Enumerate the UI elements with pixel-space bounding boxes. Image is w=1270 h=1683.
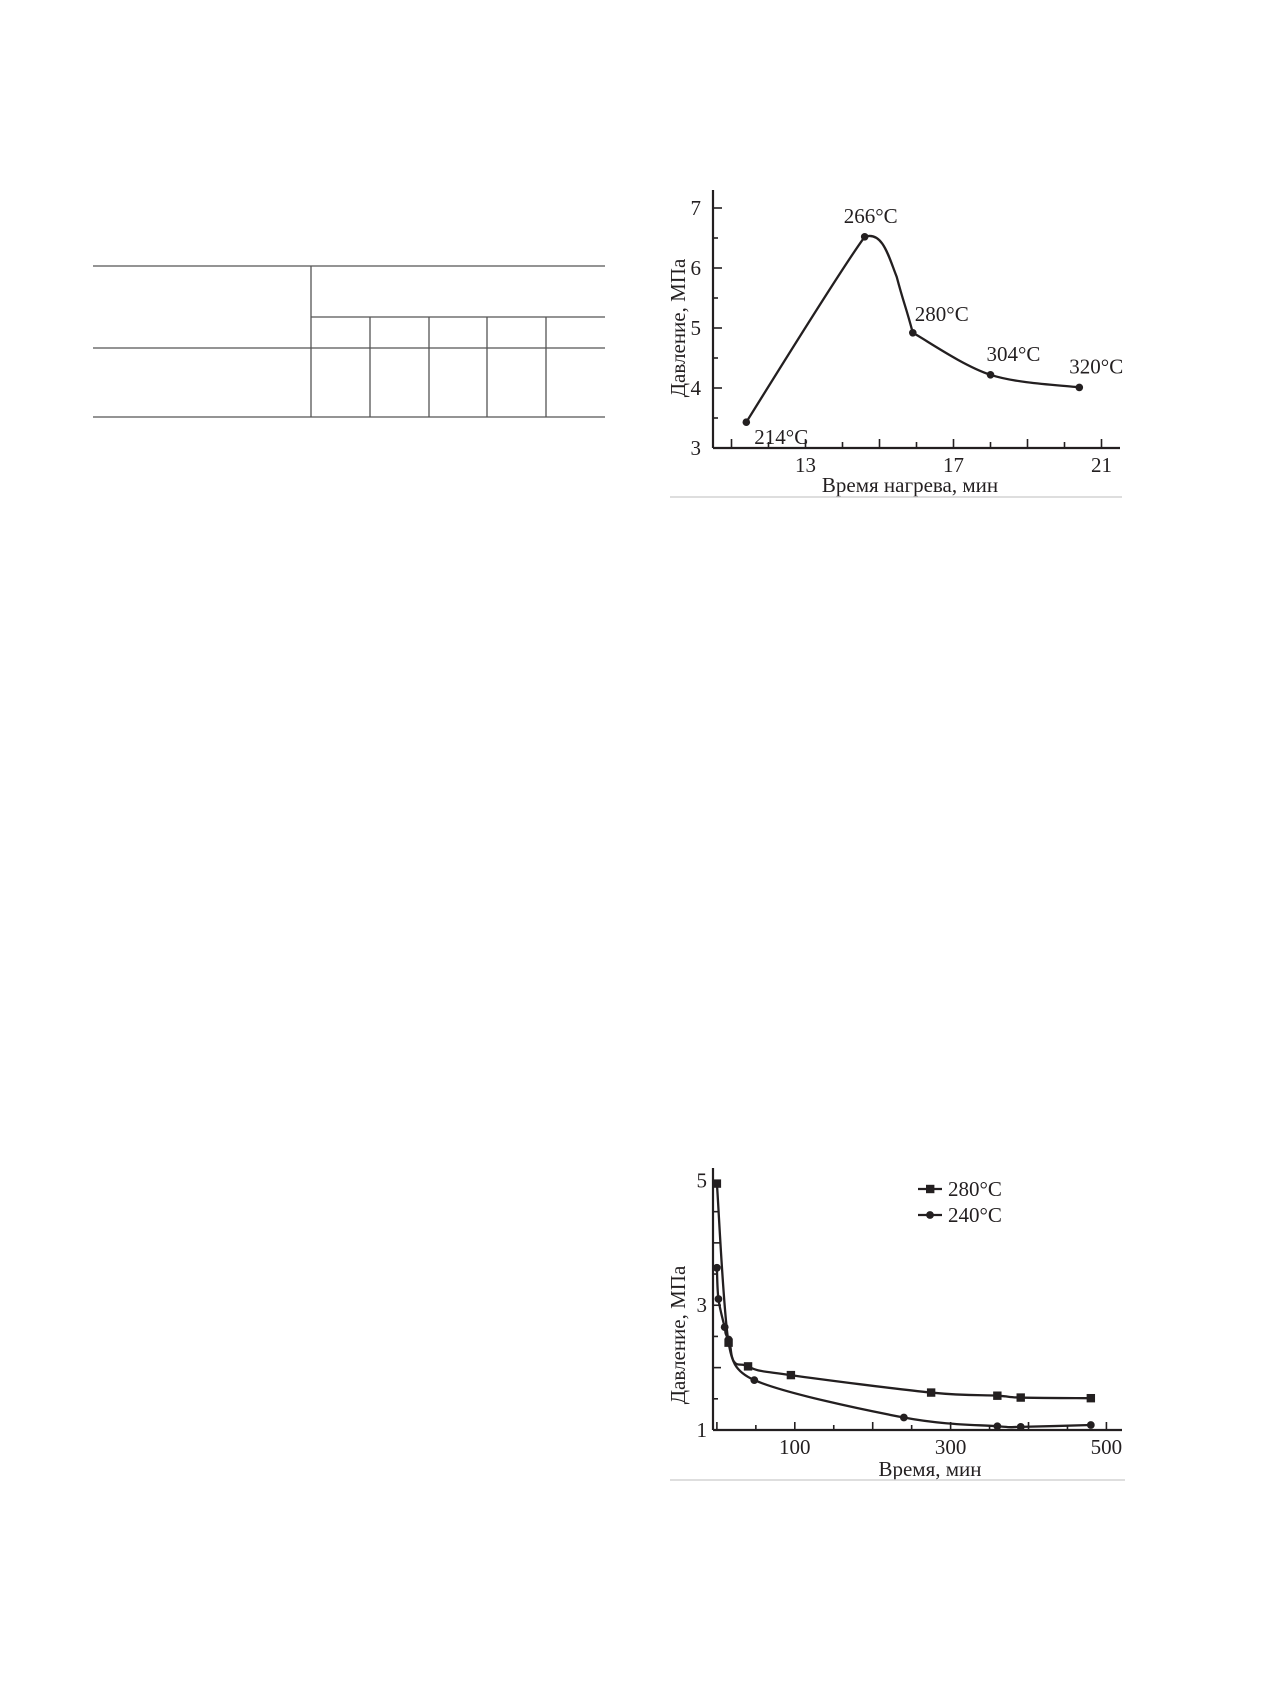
chart1-data-point: [909, 329, 917, 337]
chart2-x-tick-label: 500: [1090, 1435, 1123, 1459]
chart1-y-tick-label: 7: [690, 196, 701, 220]
chart2-data-point-square: [927, 1388, 935, 1396]
chart2-ticks: [697, 1168, 1123, 1459]
chart2-points: [713, 1179, 1095, 1430]
chart2-x-tick-label: 300: [934, 1435, 967, 1459]
chart2-x-axis-label: Время, мин: [878, 1457, 982, 1481]
chart2-data-point-square: [1017, 1393, 1025, 1401]
chart1-x-tick-label: 17: [943, 453, 964, 477]
chart2-y-tick-label: 3: [696, 1293, 707, 1318]
chart2-data-point-square: [1087, 1394, 1095, 1402]
chart1-y-tick-label: 6: [690, 256, 701, 280]
chart1-x-tick-label: 13: [795, 453, 816, 477]
chart2-data-point-square: [713, 1179, 721, 1187]
chart1-y-tick-label: 3: [690, 436, 701, 460]
chart2-x-tick-label: 100: [779, 1435, 811, 1459]
chart2-data-point-circle: [1087, 1421, 1095, 1429]
chart1-y-tick-label: 5: [690, 316, 701, 340]
pressure-vs-heating-time-chart: [660, 180, 1130, 510]
pressure-vs-time-chart: [660, 1160, 1130, 1490]
chart2-series: [717, 1184, 1091, 1428]
chart2-data-point-circle: [715, 1295, 723, 1303]
chart2-y-tick-label: 1: [696, 1418, 707, 1442]
chart2-data-point-square: [787, 1371, 795, 1379]
chart2-data-point-circle: [750, 1376, 758, 1384]
chart1-y-axis-label: Давление, МПа: [666, 258, 690, 398]
empty-table: [0, 0, 620, 440]
chart2-data-point-circle: [900, 1414, 908, 1422]
chart1-point-label: 320°C: [1069, 354, 1124, 379]
chart2-y-tick-label: 5: [696, 1168, 707, 1193]
chart1-x-tick-label: 21: [1091, 453, 1112, 477]
chart2-data-point-square: [993, 1391, 1001, 1399]
chart2-data-point-circle: [721, 1323, 729, 1331]
chart1-points: [743, 233, 1084, 426]
chart1-x-axis-label: Время нагрева, мин: [821, 473, 999, 497]
chart1-point-label: 214°C: [754, 425, 809, 450]
chart2-legend-marker: [926, 1211, 934, 1219]
chart2-data-point-circle: [713, 1264, 721, 1272]
chart2-legend: [918, 1177, 1002, 1227]
chart1-data-point: [987, 371, 995, 379]
chart1-point-labels: [754, 204, 1123, 449]
chart1-y-tick-label: 4: [690, 376, 701, 400]
chart2-legend-label: 280°C: [948, 1177, 1002, 1201]
chart2-y-axis-label: Давление, МПа: [666, 1265, 690, 1405]
chart2-legend-label: 240°C: [948, 1203, 1002, 1227]
chart1-data-point: [743, 418, 751, 426]
chart1-data-point: [1076, 384, 1084, 392]
chart2-legend-marker: [926, 1185, 934, 1193]
chart1-data-point: [861, 233, 869, 241]
chart1-point-label: 280°C: [914, 301, 969, 326]
chart1-point-label: 266°C: [843, 203, 898, 228]
chart2-data-point-circle: [1017, 1423, 1025, 1431]
chart2-data-point-circle: [993, 1422, 1001, 1430]
chart2-series-line: [717, 1268, 1091, 1427]
chart2-data-point-circle: [725, 1336, 733, 1344]
chart2-series-line: [717, 1184, 1091, 1399]
chart2-data-point-square: [744, 1362, 752, 1370]
chart1-point-label: 304°C: [986, 341, 1041, 366]
